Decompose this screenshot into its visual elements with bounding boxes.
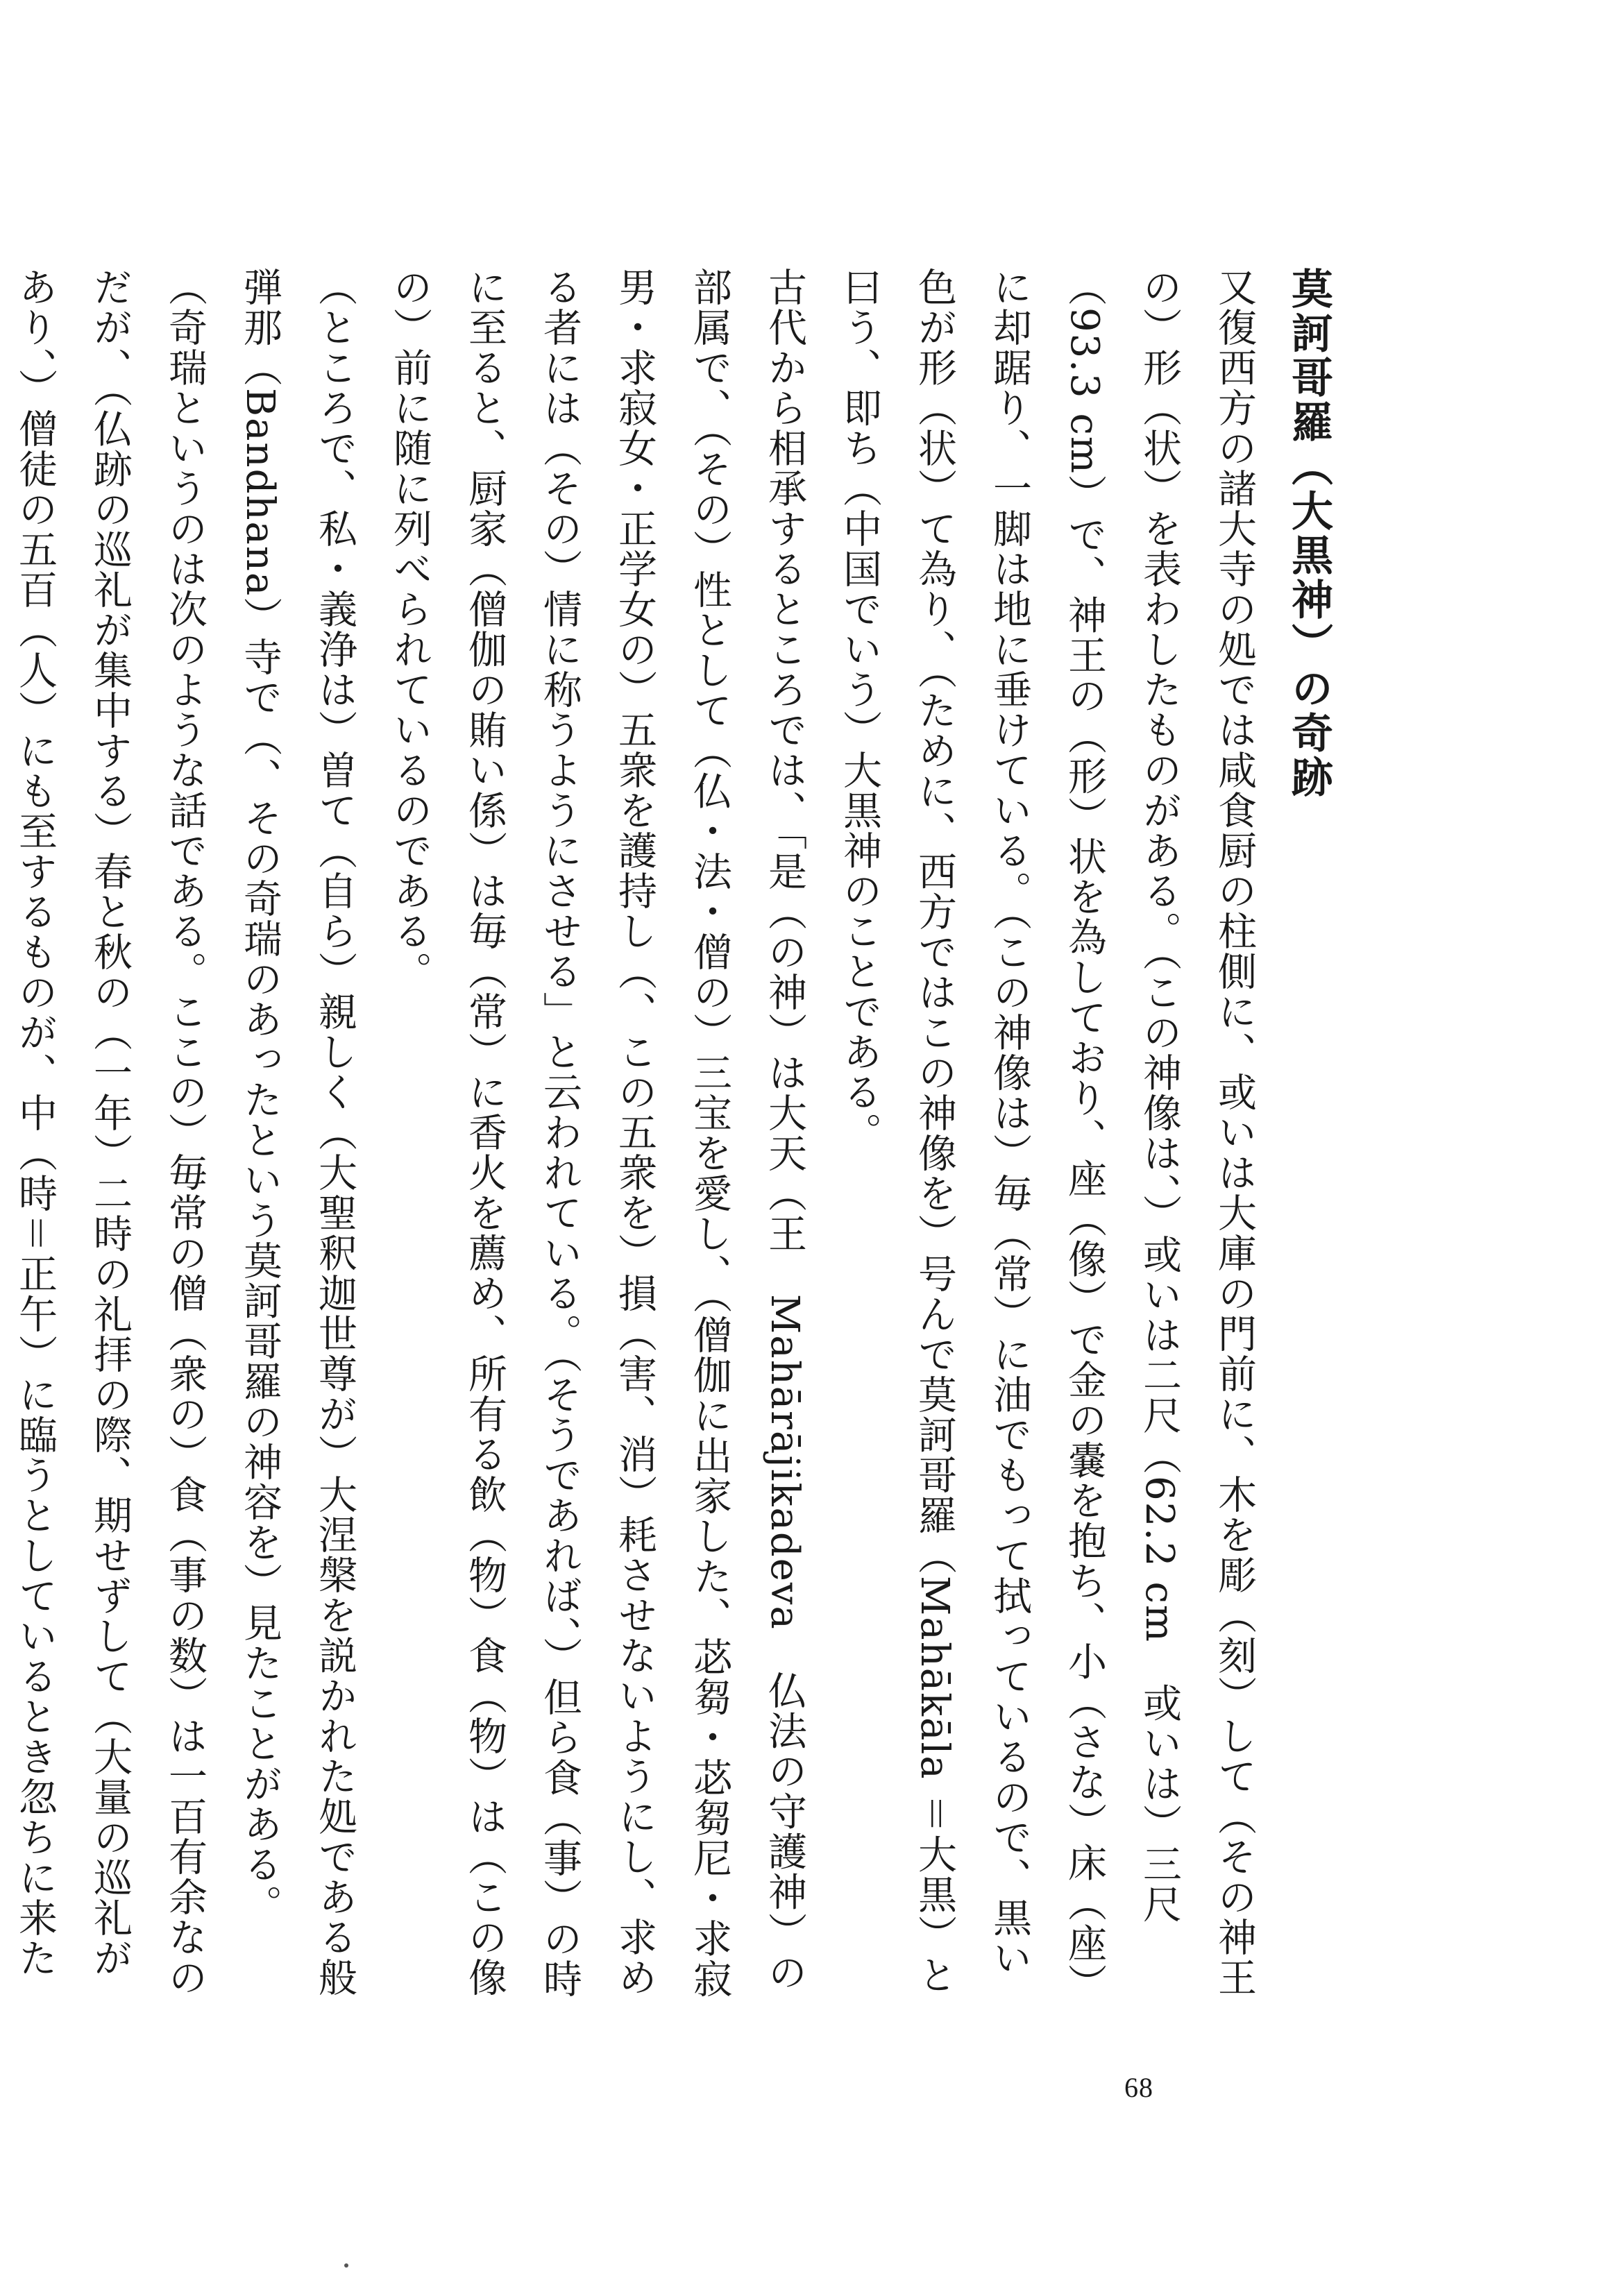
paragraph-1: 又復西方の諸大寺の処では咸食厨の柱側に、或いは大庫の門前に、木を彫（刻）して（その神王の）形（状）を表わしたものがある。（この神像は、）或いは二尺（62.2 cm 或いは）三尺（93.3 cm）で、神王の（形）状を為しており、座（像）で金の嚢を抱ち、小（さな）床（座）に却踞り、一脚は地に垂けている。（この神像は）毎（常）に油でもって拭っているので、黒い色が形（状）て為り、（ために、西方ではこの神像を）号んで莫訶哥羅（Mahākāla ＝大黒）と曰う、即ち（中国でいう）大黒神のことである。 xyxy=(837,267,1257,1998)
print-speck xyxy=(344,2263,348,2268)
paragraph-3: （ところで、私・義浄は）曽て（自ら）親しく（大聖釈迦世尊が）大涅槃を説かれた処である般弾那（Bandhana）寺で（、その奇瑞のあったという莫訶哥羅の神容を）見たことがある。 xyxy=(237,267,357,1998)
vertical-text-body xyxy=(12,267,1346,2002)
section-heading: 莫訶哥羅（大黒神）の奇跡 xyxy=(1285,267,1333,800)
page-number: 68 xyxy=(1124,2072,1153,2103)
paragraph-2: 古代から相承するところでは、「是（の神）は大天（王 Mahārājikadeva 仏法の守護神）の部属で、（その）性として（仏・法・僧の）三宝を愛し、（僧伽に出家した、苾芻・苾芻尼・求寂男・求寂女・正学女の）五衆を護持し（、この五衆を）損（害、消）耗させないようにし、求める者には（その）情に称うようにさせる」と云われている。（そうであれば、）但ら食（事）の時に至ると、厨家（僧伽の賄い係）は毎（常）に香火を薦め、所有る飲（物）食（物）は（この像の）前に随に列べられているのである。 xyxy=(387,267,807,1999)
paragraph-4: （奇瑞というのは次のような話である。ここの）毎常の僧（衆の）食（事の数）は一百有余なのだが、（仏跡の巡礼が集中する）春と秋の（一年）二時の礼拝の際、期せずして（大量の巡礼があり、）僧徒の五百（人）にも至するものが、中（時＝正午）に臨うとしているとき忽ちに来た xyxy=(12,267,208,1998)
